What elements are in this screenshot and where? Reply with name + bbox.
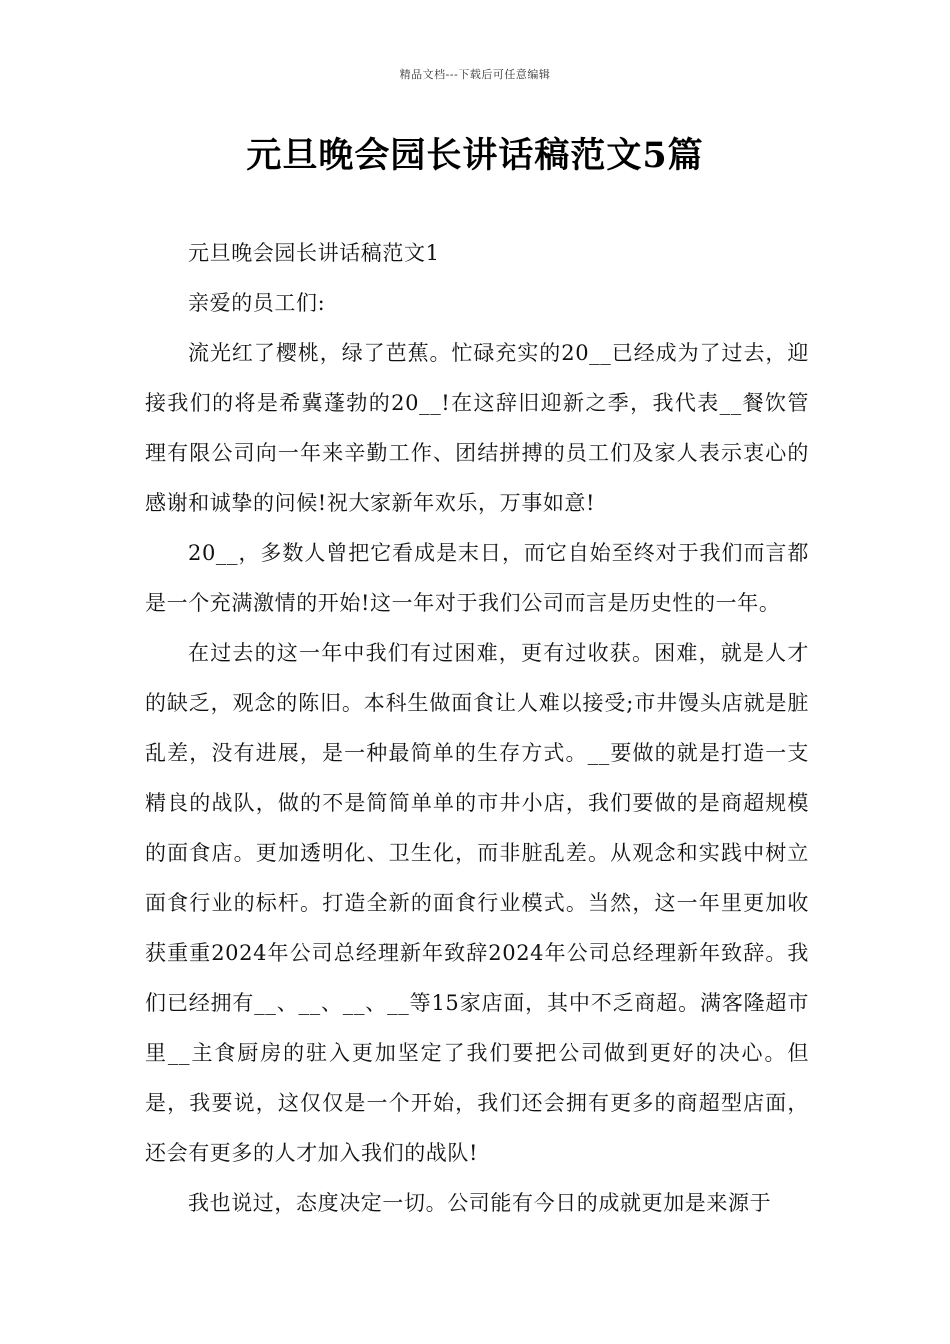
document-body bbox=[145, 228, 809, 1228]
salutation: 亲爱的员工们: bbox=[188, 291, 326, 315]
paragraph: 20__，多数人曾把它看成是末日，而它自始至终对于我们而言都是一个充满激情的开始!这一年对于我们公司而言是历史性的一年。 bbox=[145, 541, 809, 615]
paragraph: 在过去的这一年中我们有过困难，更有过收获。困难，就是人才的缺乏，观念的陈旧。本科生做面食让人难以接受;市井馒头店就是脏乱差，没有进展，是一种最简单的生存方式。__要做的就是打造一支精良的战队，做的不是简简单单的市井小店，我们要做的是商超规模的面食店。更加透明化、卫生化，而非脏乱差。从观念和实践中树立面食行业的标杆。打造全新的面食行业模式。当然，这一年里更加收获重重2024年公司总经理新年致辞2024年公司总经理新年致辞。我们已经拥有__、__、__、__等15家店面，其中不乏商超。满客隆超市里__主食厨房的驻入更加坚定了我们要把公司做到更好的决心。但是，我要说，这仅仅是一个开始，我们还会拥有更多的商超型店面，还会有更多的人才加入我们的战队! bbox=[145, 641, 809, 1165]
paragraph: 我也说过，态度决定一切。公司能有今日的成就更加是来源于 bbox=[188, 1191, 772, 1215]
header-note: 精品文档---下载后可任意编辑 bbox=[399, 68, 551, 81]
section-heading: 元旦晚会园长讲话稿范文1 bbox=[188, 241, 440, 265]
paragraph: 流光红了樱桃，绿了芭蕉。忙碌充实的20__已经成为了过去，迎接我们的将是希冀蓬勃的20__!在这辞旧迎新之季，我代表__餐饮管理有限公司向一年来辛勤工作、团结拼搏的员工们及家人表示衷心的感谢和诚挚的问候!祝大家新年欢乐，万事如意! bbox=[145, 341, 809, 515]
document-title: 元旦晚会园长讲话稿范文5篇 bbox=[246, 135, 704, 176]
